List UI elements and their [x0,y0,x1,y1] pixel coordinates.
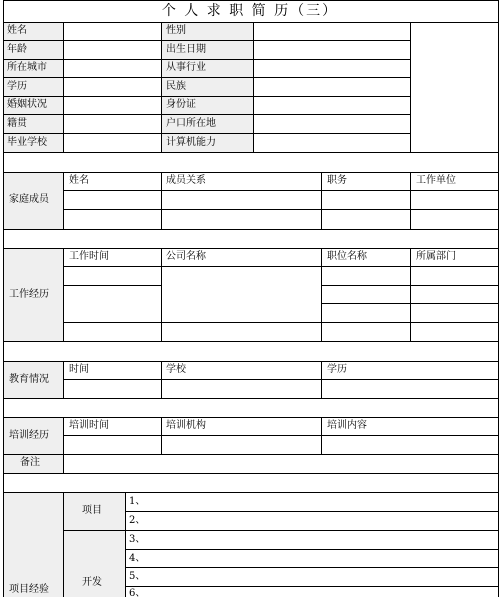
label-education: 学历 [7,81,27,92]
label-computer-skill: 计算机能力 [166,137,216,148]
work-header-department: 所属部门 [416,251,456,262]
label-city: 所在城市 [7,62,47,73]
project-section-label: 项目经验 [9,584,49,595]
project-item-5: 5、 [129,571,146,582]
family-header-relation: 成员关系 [166,175,206,186]
project-sub-label-1: 项目 [82,505,102,516]
project-item-4: 4、 [129,553,146,564]
project-item-3: 3、 [129,534,146,545]
family-header-name: 姓名 [69,175,89,186]
work-header-title: 职位名称 [327,251,367,262]
work-header-company: 公司名称 [166,251,206,262]
training-header-time: 培训时间 [69,420,109,431]
label-id-card: 身份证 [166,99,196,110]
label-birthdate: 出生日期 [166,44,206,55]
project-item-1: 1、 [129,496,146,507]
label-school: 毕业学校 [7,137,47,148]
label-industry: 从事行业 [166,62,206,73]
education-header-degree: 学历 [327,364,347,375]
family-header-position: 职务 [327,175,347,186]
label-name: 姓名 [7,25,27,36]
project-item-6: 6、 [129,588,146,599]
work-section-label: 工作经历 [9,289,49,300]
remarks-label: 备注 [20,457,40,468]
label-ethnicity: 民族 [166,81,186,92]
education-section-label: 教育情况 [9,374,49,385]
project-sub-label-2: 开发 [82,577,102,588]
project-item-2: 2、 [129,515,146,526]
label-hukou: 户口所在地 [166,118,216,129]
training-section-label: 培训经历 [9,430,49,441]
family-section-label: 家庭成员 [9,194,49,205]
training-header-content: 培训内容 [327,420,367,431]
label-native-place: 籍贯 [7,118,27,129]
label-gender: 性别 [166,25,186,36]
label-marital: 婚姻状况 [7,99,47,110]
education-header-time: 时间 [69,364,89,375]
work-header-time: 工作时间 [69,251,109,262]
family-header-employer: 工作单位 [416,175,456,186]
training-header-institution: 培训机构 [166,420,206,431]
page-title: 个 人 求 职 简 历（三） [161,3,339,19]
education-header-school: 学校 [166,364,186,375]
label-age: 年龄 [7,44,27,55]
